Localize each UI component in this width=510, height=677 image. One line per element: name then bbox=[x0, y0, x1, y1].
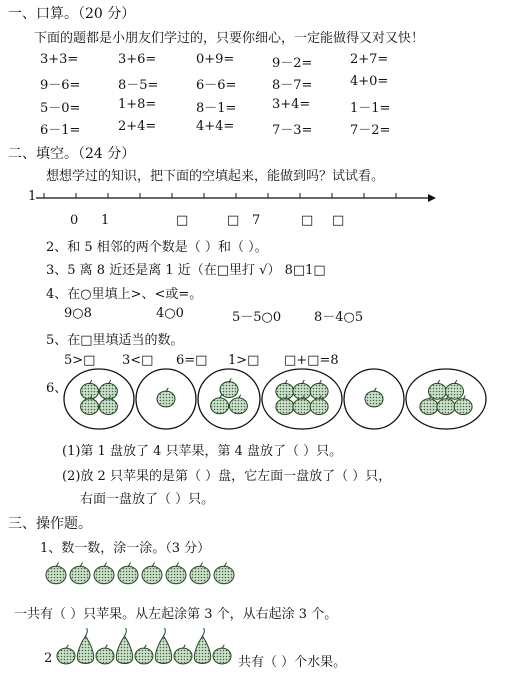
question-6-part-1: (1)第 1 盘放了 4 只苹果，第 4 盘放了（ ）只。 bbox=[62, 444, 343, 459]
apple-icon bbox=[157, 388, 175, 407]
pear-icon bbox=[194, 628, 210, 664]
problem: 9－6= bbox=[40, 78, 81, 93]
pear-icon bbox=[155, 628, 171, 664]
apple-icon bbox=[166, 563, 186, 584]
problem: 0+9= bbox=[196, 52, 235, 67]
apple-icon bbox=[70, 563, 90, 584]
section-1-instruction: 下面的题都是小朋友们学过的，只要你细心，一定能做得又对又快！ bbox=[34, 31, 425, 46]
section-3-question-1: 1、数一数，涂一涂。（3 分） bbox=[40, 541, 211, 556]
numberline-label: 0 bbox=[70, 213, 79, 228]
question-2: 2、和 5 相邻的两个数是（ ）和（ ）。 bbox=[46, 240, 268, 255]
pear-icon bbox=[77, 628, 93, 664]
apple-icon bbox=[81, 395, 99, 414]
apple-icon bbox=[276, 395, 294, 414]
apple-icon bbox=[81, 380, 99, 399]
question-6-part-2-cont: 右面一盘放了（ ）只。 bbox=[80, 492, 215, 507]
apple-icon bbox=[190, 563, 210, 584]
numberline-label: 1 bbox=[101, 213, 110, 228]
apple-icon bbox=[293, 380, 311, 399]
mental-math-row bbox=[40, 52, 460, 72]
plate bbox=[406, 369, 486, 429]
problem: 8－5= bbox=[118, 78, 159, 93]
apple-icon bbox=[99, 380, 117, 399]
numberline-blank-box[interactable]: □ bbox=[227, 213, 240, 228]
apple-icon bbox=[213, 645, 231, 664]
numberline-blank-box[interactable]: □ bbox=[176, 213, 189, 228]
apple-icon bbox=[99, 395, 117, 414]
numberline-blank-box[interactable]: □ bbox=[301, 213, 314, 228]
fruit-count-question: 共有（ ）个水果。 bbox=[238, 655, 347, 670]
problem: 8－7= bbox=[272, 78, 313, 93]
apple-icon bbox=[118, 563, 138, 584]
problem: 7－2= bbox=[350, 123, 391, 138]
numberline-label: 7 bbox=[252, 213, 261, 228]
plate bbox=[136, 369, 196, 429]
problem: 9－2= bbox=[272, 56, 313, 71]
section-3-title: 三、操作题。 bbox=[8, 516, 92, 532]
problem: 3+3= bbox=[40, 52, 79, 67]
fruits-row bbox=[54, 628, 236, 668]
mental-math-row bbox=[40, 119, 460, 139]
apple-icon bbox=[214, 563, 234, 584]
compare-item: 8－4○5 bbox=[314, 310, 364, 325]
problem: 4+0= bbox=[350, 74, 389, 89]
problem: 7－3= bbox=[272, 123, 313, 138]
plate bbox=[262, 369, 342, 429]
problem: 6－6= bbox=[196, 78, 237, 93]
fill-item: 6=□ bbox=[176, 353, 208, 368]
problem: 4+4= bbox=[196, 119, 235, 134]
apples-row bbox=[44, 561, 254, 587]
fill-item: 1>□ bbox=[228, 353, 260, 368]
problem: 8－1= bbox=[196, 101, 237, 116]
plate bbox=[64, 369, 134, 429]
apple-icon bbox=[293, 395, 311, 414]
problem: 5－0= bbox=[40, 101, 81, 116]
question-4: 4、在○里填上>、<或=。 bbox=[46, 287, 203, 302]
apple-icon bbox=[310, 395, 328, 414]
question-1-label: 1 bbox=[28, 189, 37, 204]
apple-icon bbox=[174, 645, 192, 664]
apple-icon bbox=[310, 380, 328, 399]
problem: 3+6= bbox=[118, 52, 157, 67]
compare-item: 4○0 bbox=[156, 306, 184, 321]
apple-icon bbox=[276, 380, 294, 399]
mental-math-row bbox=[40, 97, 460, 117]
section-3-question-2-label: 2 bbox=[44, 651, 53, 666]
apple-icon bbox=[57, 645, 75, 664]
problem: 2+7= bbox=[350, 52, 389, 67]
section-1-title: 一、口算。（20 分） bbox=[8, 6, 136, 22]
section-2-intro: 想想学过的知识，把下面的空填起来，能做到吗？试试看。 bbox=[46, 169, 385, 184]
question-5: 5、在□里填适当的数。 bbox=[46, 333, 184, 348]
problem: 1+8= bbox=[118, 97, 157, 112]
section-2-title: 二、填空。（24 分） bbox=[8, 146, 136, 162]
plate bbox=[198, 369, 260, 429]
number-line bbox=[36, 190, 436, 206]
compare-item: 5－5○0 bbox=[232, 310, 282, 325]
apple-icon bbox=[94, 563, 114, 584]
mental-math-row bbox=[40, 74, 460, 94]
apple-icon bbox=[135, 645, 153, 664]
plate bbox=[344, 369, 404, 429]
fill-item: 3<□ bbox=[122, 353, 154, 368]
fill-item: 5>□ bbox=[64, 353, 96, 368]
compare-item: 9○8 bbox=[64, 306, 92, 321]
problem: 3+4= bbox=[272, 97, 311, 112]
apple-icon bbox=[142, 563, 162, 584]
problem: 6－1= bbox=[40, 123, 81, 138]
pear-icon bbox=[116, 628, 132, 664]
apple-icon bbox=[220, 378, 238, 397]
question-3: 3、5 离 8 近还是离 1 近（在□里打 √） 8□1□ bbox=[46, 263, 326, 278]
apple-count-question: 一共有（ ）只苹果。从左起涂第 3 个，从右起涂 3 个。 bbox=[14, 607, 338, 622]
problem: 1－1= bbox=[350, 101, 391, 116]
apple-icon bbox=[365, 388, 383, 407]
numberline-blank-box[interactable]: □ bbox=[332, 213, 345, 228]
apple-plates-illustration bbox=[60, 366, 502, 432]
problem: 2+4= bbox=[118, 119, 157, 134]
question-6-label: 6、 bbox=[46, 381, 68, 396]
apple-icon bbox=[96, 645, 114, 664]
fill-item: □+□=8 bbox=[284, 353, 339, 368]
question-6-part-2: (2)放 2 只苹果的是第（ ）盘，它左面一盘放了（ ）只， bbox=[62, 469, 392, 484]
apple-icon bbox=[46, 563, 66, 584]
